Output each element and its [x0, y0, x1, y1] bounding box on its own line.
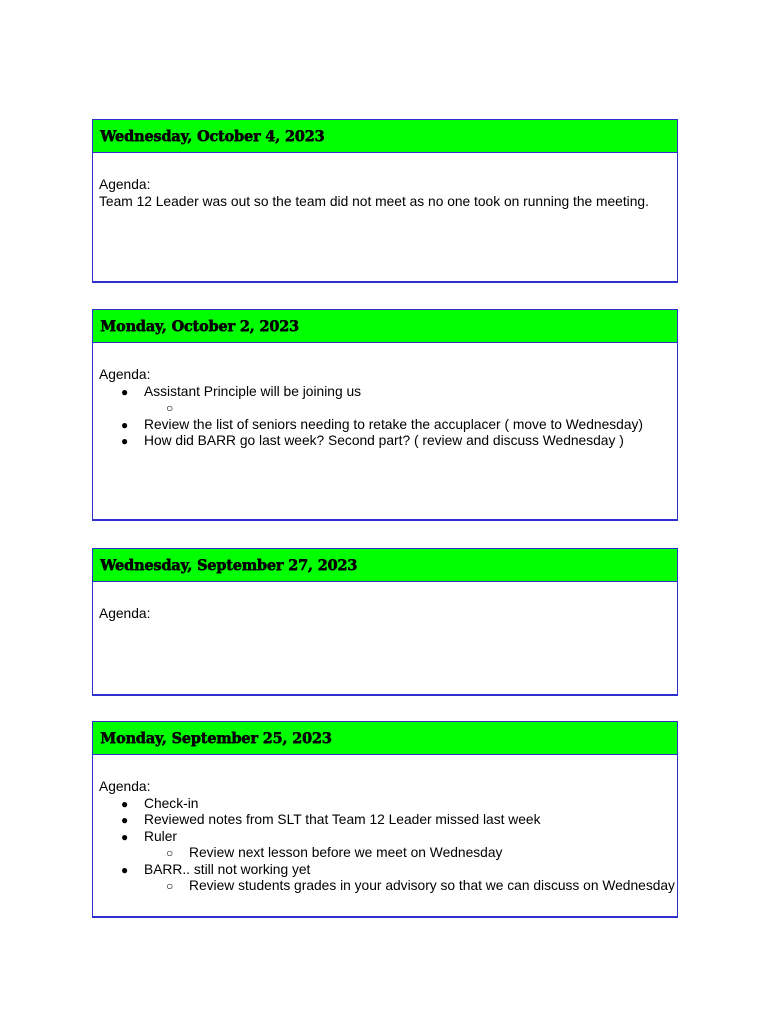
list-item-text: BARR.. still not working yet [144, 861, 311, 877]
sub-list-item [144, 878, 677, 895]
list-item-text: Ruler [144, 828, 177, 844]
list-item-text: Check-in [144, 795, 199, 811]
meeting-body [93, 153, 677, 210]
agenda-label: Agenda: [99, 367, 151, 382]
sub-list-item [144, 845, 677, 862]
list-item [99, 862, 677, 895]
meeting-card [92, 119, 678, 283]
hollow-bullet-icon: ○ [166, 846, 174, 860]
bullet-icon: ● [121, 434, 129, 448]
bullet-icon: ● [121, 417, 129, 432]
agenda-label: Agenda: [99, 606, 151, 621]
list-item [99, 812, 677, 829]
list-item-text: Review the list of seniors needing to retake the accuplacer ( move to Wednesday) [144, 416, 643, 432]
sub-list [144, 878, 677, 895]
agenda-list [99, 796, 677, 895]
meeting-date-header [93, 549, 677, 582]
sub-list-item-text: Review next lesson before we meet on Wednesday [189, 845, 503, 860]
sub-list [144, 400, 677, 417]
agenda-label: Agenda: [99, 779, 151, 794]
list-item-text: Assistant Principle will be joining us [144, 383, 362, 399]
sub-list-item-text: Review students grades in your advisory so that we can discuss on Wednesday [189, 878, 675, 893]
sub-list-item [144, 400, 677, 417]
meeting-body [93, 755, 677, 895]
meeting-card [92, 548, 678, 696]
list-item [99, 384, 677, 417]
hollow-bullet-icon: ○ [166, 879, 174, 893]
bullet-icon: ● [121, 796, 129, 811]
list-item [99, 433, 677, 450]
meeting-body [93, 343, 677, 450]
meeting-date: Monday, October 2, 2023 [100, 317, 299, 335]
list-item [99, 796, 677, 813]
agenda-list [99, 384, 677, 450]
bullet-icon: ● [121, 862, 129, 877]
meeting-note: Team 12 Leader was out so the team did not meet as no one took on running the meeting. [99, 193, 649, 209]
meeting-date: Wednesday, September 27, 2023 [100, 556, 358, 574]
list-item [99, 417, 677, 434]
bullet-icon: ● [121, 384, 129, 399]
meeting-card [92, 309, 678, 521]
meeting-date-header [93, 310, 677, 343]
sub-list [144, 845, 677, 862]
list-item-text: How did BARR go last week? Second part? ( review and discuss Wednesday ) [144, 433, 624, 448]
meeting-date-header [93, 120, 677, 153]
meeting-body [93, 582, 677, 623]
meeting-date-header [93, 722, 677, 755]
meeting-card [92, 721, 678, 918]
list-item [99, 829, 677, 862]
meeting-date: Monday, September 25, 2023 [100, 729, 332, 747]
meeting-date: Wednesday, October 4, 2023 [100, 127, 325, 145]
list-item-text: Reviewed notes from SLT that Team 12 Leader missed last week [144, 812, 541, 827]
bullet-icon: ● [121, 829, 129, 844]
hollow-bullet-icon: ○ [166, 401, 174, 415]
bullet-icon: ● [121, 813, 129, 827]
agenda-label: Agenda: [99, 177, 151, 192]
